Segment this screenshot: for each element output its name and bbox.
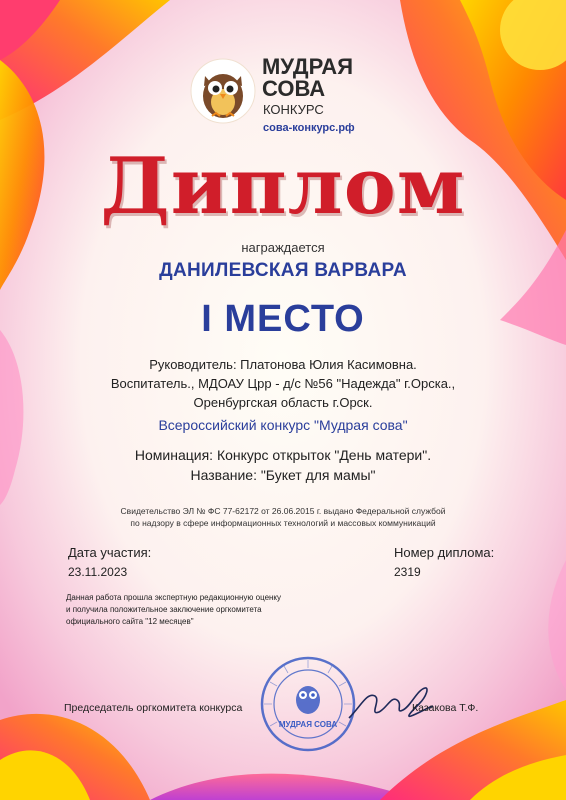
brand-line-1: МУДРАЯ	[262, 54, 354, 79]
owl-stamp-icon	[296, 686, 320, 714]
place-label: I МЕСТО	[201, 298, 365, 340]
date-label: Дата участия:	[68, 545, 152, 560]
signature-name: Казакова Т.Ф.	[412, 702, 479, 714]
legal-notice	[0, 505, 566, 529]
diploma-number-label: Номер диплома:	[394, 545, 495, 560]
note-line-3: официального сайта "12 месяцев"	[66, 617, 194, 626]
brand-site-link[interactable]: сова-конкурс.рф	[263, 122, 355, 134]
legal-line-2: по надзору в сфере информационных технологий и массовых коммуникаций	[130, 518, 436, 528]
supervisor-line-1: Руководитель: Платонова Юлия Касимовна.	[149, 357, 417, 372]
supervisor-line-3: Оренбургская область г.Орск.	[193, 395, 373, 410]
stamp-text: МУДРАЯ СОВА	[278, 720, 338, 729]
signature-label: Председатель оргкомитета конкурса	[64, 702, 243, 714]
note-line-1: Данная работа прошла экспертную редакционную оценку	[66, 593, 282, 602]
brand-line-2: СОВА	[262, 76, 326, 101]
recipient-name: ДАНИЛЕВСКАЯ ВАРВАРА	[159, 260, 407, 281]
official-stamp	[258, 654, 358, 754]
work-title: Название: "Букет для мамы"	[190, 467, 376, 483]
supervisor-line-2: Воспитатель., МДОАУ Црр - д/с №56 "Надежда" г.Орска.,	[110, 376, 456, 391]
owl-icon	[190, 58, 256, 124]
legal-line-1: Свидетельство ЭЛ № ФС 77-62172 от 26.06.2015 г. выдано Федеральной службой	[120, 506, 446, 516]
awarded-label: награждается	[241, 240, 325, 255]
expert-note	[66, 592, 281, 628]
diploma-number-value: 2319	[394, 565, 421, 579]
date-value: 23.11.2023	[68, 565, 128, 579]
nomination: Номинация: Конкурс открыток "День матери".	[134, 447, 432, 463]
brand-logo	[190, 56, 390, 146]
contest-name: Всероссийский конкурс "Мудрая сова"	[158, 417, 408, 433]
note-line-2: и получила положительное заключение оргкомитета	[66, 605, 262, 614]
brand-line-3: КОНКУРС	[263, 102, 324, 117]
diploma-title: Диплом	[100, 141, 466, 232]
